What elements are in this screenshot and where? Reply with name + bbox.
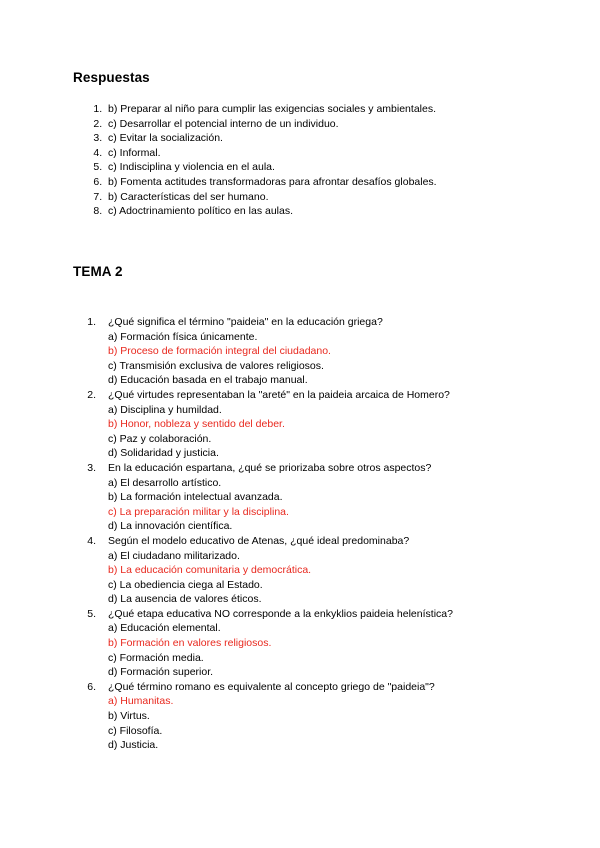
option-correct: b) Proceso de formación integral del ciudadano. (108, 345, 331, 358)
question-number: 1. (87, 316, 96, 328)
option-correct: b) Honor, nobleza y sentido del deber. (108, 418, 285, 431)
option: d) Justicia. (108, 739, 159, 752)
question-number: 4. (87, 534, 96, 547)
question-number-cell (73, 388, 108, 403)
question-line (73, 315, 453, 330)
option-correct: b) Formación en valores religiosos. (108, 637, 272, 650)
option: d) La innovación científica. (108, 520, 233, 533)
answer-item (73, 160, 437, 175)
question-block (73, 315, 453, 388)
option: b) Virtus. (108, 710, 150, 723)
question-line (73, 388, 453, 403)
question-number-cell (73, 534, 108, 549)
option-correct: a) Humanitas. (108, 695, 174, 708)
answer-text: b) Preparar al niño para cumplir las exigencias sociales y ambientales. (108, 103, 436, 115)
answer-item (73, 204, 437, 219)
question-line (73, 461, 453, 476)
option: c) La obediencia ciega al Estado. (108, 578, 263, 591)
option: c) Paz y colaboración. (108, 432, 212, 445)
answer-item (73, 190, 437, 205)
option: d) Formación superior. (108, 666, 214, 679)
answer-number: 4. (93, 146, 103, 159)
answer-text: c) Evitar la socialización. (108, 132, 223, 145)
option: a) El ciudadano militarizado. (108, 549, 240, 562)
answer-item (73, 175, 437, 190)
question-number: 6. (87, 680, 96, 693)
option: d) La ausencia de valores éticos. (108, 593, 262, 606)
question-block (73, 607, 453, 680)
answer-text: b) Características del ser humano. (108, 190, 269, 203)
question-text: En la educación espartana, ¿qué se priorizaba sobre otros aspectos? (108, 461, 432, 474)
option-correct: b) La educación comunitaria y democrática. (108, 564, 312, 577)
answer-number: 8. (93, 205, 103, 218)
question-text: Según el modelo educativo de Atenas, ¿qué ideal predominaba? (108, 534, 410, 547)
answer-text: c) Adoctrinamiento político en las aulas. (108, 205, 294, 218)
answer-number: 5. (93, 161, 103, 174)
option: a) Disciplina y humildad. (108, 403, 222, 416)
option: c) Formación media. (108, 651, 204, 664)
question-number: 3. (87, 461, 96, 474)
question-line (73, 607, 453, 622)
answer-item (73, 102, 437, 117)
option: c) Transmisión exclusiva de valores religiosos. (108, 359, 324, 372)
option: d) Solidaridad y justicia. (108, 447, 219, 460)
answer-text: c) Informal. (108, 146, 161, 159)
question-line (73, 534, 453, 549)
respuestas-heading: Respuestas (73, 70, 150, 85)
option: b) La formación intelectual avanzada. (108, 491, 283, 504)
question-number: 2. (87, 388, 96, 401)
question-number-cell (73, 315, 108, 330)
question-number-cell (73, 680, 108, 695)
option: c) Filosofía. (108, 724, 163, 737)
question-text: ¿Qué significa el término "paideia" en la educación griega? (108, 316, 383, 328)
quiz-list (73, 315, 453, 753)
answer-item (73, 131, 437, 146)
answer-text: c) Desarrollar el potencial interno de un individuo. (108, 117, 339, 130)
answer-number: 1. (93, 103, 103, 115)
question-text: ¿Qué etapa educativa NO corresponde a la enkyklios paideia helenística? (108, 607, 453, 620)
answer-text: b) Fomenta actitudes transformadoras para afrontar desafíos globales. (108, 175, 437, 188)
answer-number: 7. (93, 190, 103, 203)
answers-list (73, 102, 437, 219)
question-line (73, 680, 453, 695)
question-number-cell (73, 461, 108, 476)
question-block (73, 388, 453, 461)
option: a) Educación elemental. (108, 622, 221, 635)
answer-number: 2. (93, 117, 103, 130)
answer-item (73, 146, 437, 161)
question-text: ¿Qué término romano es equivalente al concepto griego de "paideia"? (108, 680, 435, 693)
question-number-cell (73, 607, 108, 622)
question-number: 5. (87, 607, 96, 620)
answer-number: 6. (93, 175, 103, 188)
option: a) El desarrollo artístico. (108, 476, 222, 489)
answer-number: 3. (93, 132, 103, 145)
answer-item (73, 117, 437, 132)
question-text: ¿Qué virtudes representaban la "areté" en la paideia arcaica de Homero? (108, 388, 450, 401)
tema-heading: TEMA 2 (73, 264, 123, 279)
question-block (73, 680, 453, 753)
option: a) Formación física únicamente. (108, 330, 258, 343)
option: d) Educación basada en el trabajo manual. (108, 374, 308, 387)
question-block (73, 534, 453, 607)
question-block (73, 461, 453, 534)
option-correct: c) La preparación militar y la disciplina. (108, 505, 289, 518)
answer-text: c) Indisciplina y violencia en el aula. (108, 161, 275, 174)
